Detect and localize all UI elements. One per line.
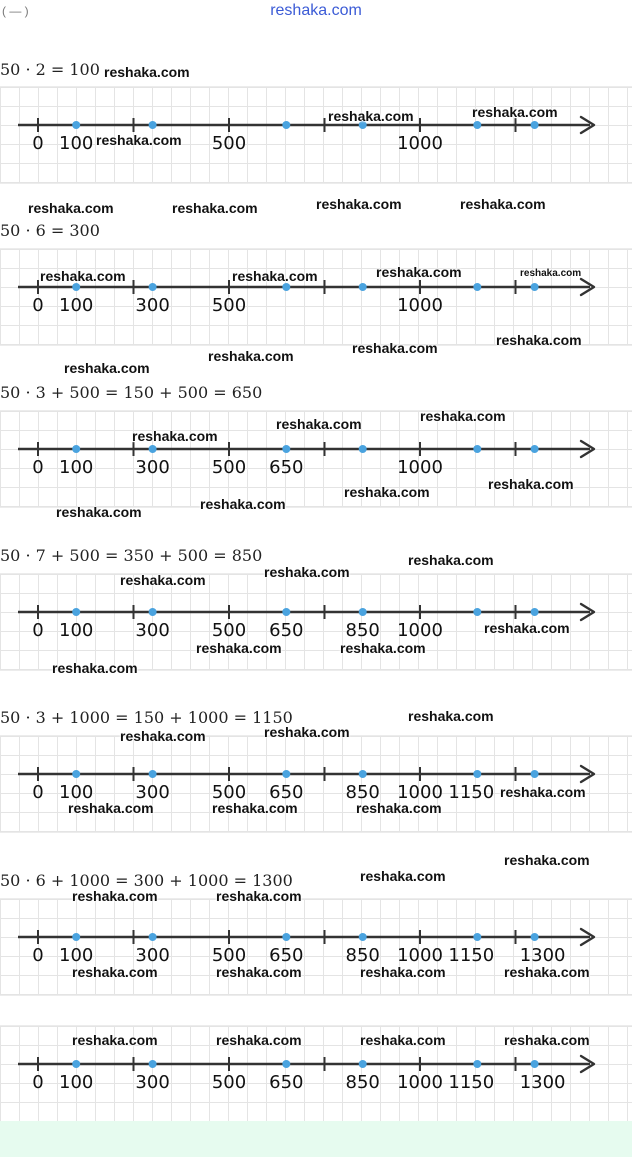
point-marker [531, 283, 539, 291]
point-marker [282, 283, 290, 291]
tick-label: 100 [59, 1072, 94, 1093]
point-marker [282, 121, 290, 129]
equation-6: 50 · 6 + 1000 = 300 + 1000 = 1300 [0, 871, 293, 890]
tick-label: 100 [59, 133, 94, 154]
watermark: reshaka.com [216, 1032, 302, 1048]
watermark: reshaka.com [500, 784, 586, 800]
tick-label: 1000 [397, 620, 443, 641]
top-fragment: ( — ) [2, 4, 29, 18]
watermark: reshaka.com [28, 200, 114, 216]
tick-label: 1150 [448, 782, 495, 803]
tick-label: 1000 [397, 782, 443, 803]
point-marker [282, 1060, 290, 1068]
watermark: reshaka.com [360, 868, 446, 884]
watermark: reshaka.com [216, 964, 302, 980]
tick-label: 1150 [448, 945, 495, 966]
point-marker [473, 608, 481, 616]
tick-label: 1000 [397, 945, 443, 966]
watermark: reshaka.com [504, 852, 590, 868]
watermark: reshaka.com [56, 504, 142, 520]
footer-band [0, 1121, 632, 1157]
tick-label: 1300 [519, 1072, 566, 1093]
point-marker [72, 1060, 80, 1068]
watermark: reshaka.com [72, 1032, 158, 1048]
watermark: reshaka.com [496, 332, 582, 348]
tick-label: 500 [211, 945, 247, 966]
point-marker [531, 608, 539, 616]
tick-label: 500 [211, 457, 247, 478]
tick-label: 1000 [397, 1072, 443, 1093]
watermark: reshaka.com [72, 888, 158, 904]
tick-label: 650 [269, 1072, 304, 1093]
point-marker [531, 1060, 539, 1068]
tick-label: 300 [135, 1072, 170, 1093]
point-marker [149, 121, 157, 129]
point-marker [72, 445, 80, 453]
tick-label: 0 [32, 1072, 44, 1093]
point-marker [72, 283, 80, 291]
watermark: reshaka.com [352, 340, 438, 356]
watermark: reshaka.com [132, 428, 218, 444]
equation-4: 50 · 7 + 500 = 350 + 500 = 850 [0, 546, 263, 565]
point-marker [149, 445, 157, 453]
tick-label: 650 [269, 457, 304, 478]
point-marker [359, 445, 367, 453]
tick-label: 100 [59, 295, 94, 316]
point-marker [149, 283, 157, 291]
number-line-3 [0, 434, 632, 464]
tick-label: 650 [269, 945, 304, 966]
tick-label: 1150 [448, 1072, 495, 1093]
equation-5: 50 · 3 + 1000 = 150 + 1000 = 1150 [0, 708, 293, 727]
tick-label: 0 [32, 945, 44, 966]
watermark: reshaka.com [360, 964, 446, 980]
tick-label: 300 [135, 457, 170, 478]
watermark: reshaka.com [276, 416, 362, 432]
watermark: reshaka.com [196, 640, 282, 656]
tick-label: 500 [211, 295, 247, 316]
tick-label: 850 [345, 782, 380, 803]
point-marker [359, 283, 367, 291]
point-marker [531, 445, 539, 453]
point-marker [149, 933, 157, 941]
watermark: reshaka.com [264, 564, 350, 580]
watermark: reshaka.com [316, 196, 402, 212]
tick-label: 300 [135, 620, 170, 641]
tick-label: 650 [269, 782, 304, 803]
tick-label: 1300 [519, 945, 566, 966]
point-marker [531, 933, 539, 941]
tick-label: 500 [211, 133, 247, 154]
point-marker [72, 121, 80, 129]
point-marker [473, 445, 481, 453]
tick-label: 100 [59, 945, 94, 966]
brand-watermark[interactable]: reshaka.com [270, 2, 362, 19]
tick-label: 100 [59, 620, 94, 641]
watermark: reshaka.com [376, 264, 462, 280]
tick-label: 850 [345, 1072, 380, 1093]
watermark: reshaka.com [120, 572, 206, 588]
point-marker [473, 770, 481, 778]
point-marker [149, 1060, 157, 1068]
watermark: reshaka.com [264, 724, 350, 740]
watermark: reshaka.com [328, 108, 414, 124]
point-marker [473, 283, 481, 291]
watermark: reshaka.com [520, 268, 582, 279]
point-marker [473, 933, 481, 941]
tick-label: 1000 [397, 295, 443, 316]
point-marker [359, 933, 367, 941]
equation-3: 50 · 3 + 500 = 150 + 500 = 650 [0, 383, 263, 402]
tick-label: 100 [59, 457, 94, 478]
tick-label: 850 [345, 620, 380, 641]
watermark: reshaka.com [72, 964, 158, 980]
point-marker [359, 608, 367, 616]
watermark: reshaka.com [488, 476, 574, 492]
watermark: reshaka.com [96, 132, 182, 148]
point-marker [72, 770, 80, 778]
tick-label: 500 [211, 782, 247, 803]
tick-label: 0 [32, 782, 44, 803]
watermark: reshaka.com [104, 64, 190, 80]
equation-1: 50 · 2 = 100 [0, 60, 100, 79]
watermark: reshaka.com [484, 620, 570, 636]
point-marker [473, 1060, 481, 1068]
point-marker [282, 608, 290, 616]
point-marker [282, 933, 290, 941]
point-marker [282, 770, 290, 778]
watermark: reshaka.com [120, 728, 206, 744]
watermark: reshaka.com [64, 360, 150, 376]
watermark: reshaka.com [360, 1032, 446, 1048]
watermark: reshaka.com [356, 800, 442, 816]
tick-label: 1000 [397, 133, 443, 154]
tick-label: 0 [32, 133, 44, 154]
watermark: reshaka.com [460, 196, 546, 212]
point-marker [282, 445, 290, 453]
point-marker [359, 770, 367, 778]
point-marker [72, 933, 80, 941]
watermark: reshaka.com [172, 200, 258, 216]
watermark: reshaka.com [200, 496, 286, 512]
watermark: reshaka.com [208, 348, 294, 364]
point-marker [149, 770, 157, 778]
tick-label: 300 [135, 782, 170, 803]
tick-label: 0 [32, 457, 44, 478]
watermark: reshaka.com [344, 484, 430, 500]
watermark: reshaka.com [232, 268, 318, 284]
watermark: reshaka.com [420, 408, 506, 424]
watermark: reshaka.com [216, 888, 302, 904]
watermark: reshaka.com [212, 800, 298, 816]
point-marker [531, 770, 539, 778]
point-marker [359, 1060, 367, 1068]
point-marker [72, 608, 80, 616]
tick-label: 100 [59, 782, 94, 803]
tick-label: 300 [135, 945, 170, 966]
watermark: reshaka.com [472, 104, 558, 120]
watermark: reshaka.com [408, 552, 494, 568]
watermark: reshaka.com [408, 708, 494, 724]
watermark: reshaka.com [504, 1032, 590, 1048]
watermark: reshaka.com [52, 660, 138, 676]
watermark: reshaka.com [340, 640, 426, 656]
tick-label: 650 [269, 620, 304, 641]
tick-label: 0 [32, 620, 44, 641]
tick-label: 850 [345, 945, 380, 966]
point-marker [149, 608, 157, 616]
equation-2: 50 · 6 = 300 [0, 221, 100, 240]
watermark: reshaka.com [504, 964, 590, 980]
point-marker [531, 121, 539, 129]
tick-label: 0 [32, 295, 44, 316]
tick-label: 500 [211, 1072, 247, 1093]
tick-label: 1000 [397, 457, 443, 478]
point-marker [473, 121, 481, 129]
tick-label: 500 [211, 620, 247, 641]
watermark: reshaka.com [40, 268, 126, 284]
tick-label: 300 [135, 295, 170, 316]
watermark: reshaka.com [68, 800, 154, 816]
